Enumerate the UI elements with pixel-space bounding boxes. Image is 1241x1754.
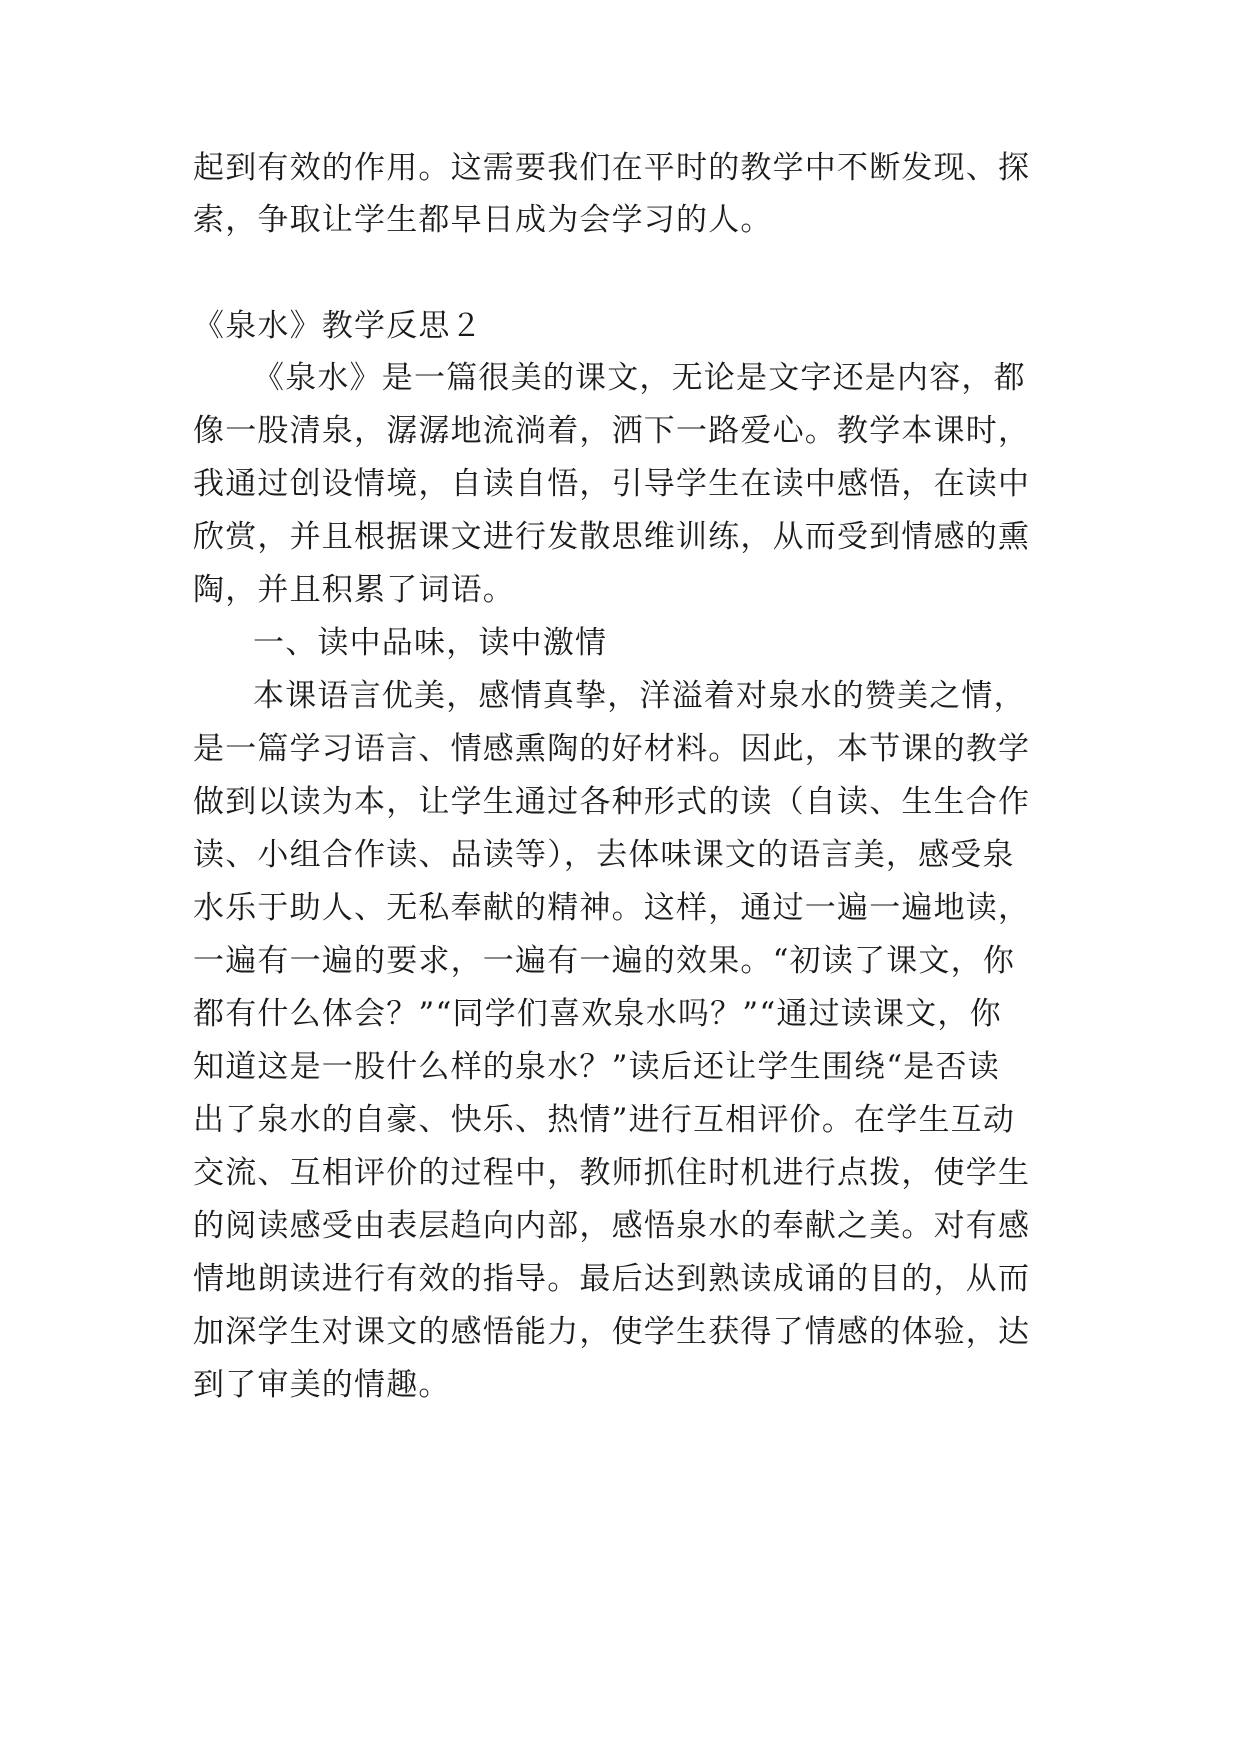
paragraph-line: 交流、互相评价的过程中，教师抓住时机进行点拨，使学生: [193, 1155, 1031, 1191]
intro-line: 起到有效的作用。这需要我们在平时的教学中不断发现、探: [193, 150, 1031, 186]
subheading: 一、读中品味，读中激情: [253, 625, 608, 661]
paragraph-line: 本课语言优美，感情真挚，洋溢着对泉水的赞美之情，: [253, 678, 1026, 714]
paragraph-line: 到了审美的情趣。: [193, 1367, 451, 1403]
paragraph-line: 的阅读感受由表层趋向内部，感悟泉水的奉献之美。对有感: [193, 1208, 1031, 1244]
paragraph-line: 《泉水》是一篇很美的课文，无论是文字还是内容，都: [253, 360, 1026, 396]
paragraph-line: 情地朗读进行有效的指导。最后达到熟读成诵的目的，从而: [193, 1261, 1031, 1297]
paragraph-line: 一遍有一遍的要求，一遍有一遍的效果。“初读了课文，你: [193, 943, 1016, 979]
paragraph-line: 是一篇学习语言、情感熏陶的好材料。因此，本节课的教学: [193, 731, 1031, 767]
paragraph-line: 读、小组合作读、品读等），去体味课文的语言美，感受泉: [193, 837, 1015, 873]
paragraph-line: 出了泉水的自豪、快乐、热情”进行互相评价。在学生互动: [193, 1102, 1016, 1138]
paragraph-line: 做到以读为本，让学生通过各种形式的读（自读、生生合作: [193, 784, 1031, 820]
paragraph-line: 陶，并且积累了词语。: [193, 572, 515, 608]
paragraph-line: 我通过创设情境，自读自悟，引导学生在读中感悟，在读中: [193, 466, 1031, 502]
intro-line: 索，争取让学生都早日成为会学习的人。: [193, 202, 773, 238]
section-title: 《泉水》教学反思２: [193, 308, 483, 344]
paragraph-line: 加深学生对课文的感悟能力，使学生获得了情感的体验，达: [193, 1314, 1031, 1350]
paragraph-line: 像一股清泉，潺潺地流淌着，洒下一路爱心。教学本课时，: [193, 413, 1031, 449]
paragraph-line: 知道这是一股什么样的泉水？”读后还让学生围绕“是否读: [193, 1049, 1000, 1085]
paragraph-line: 水乐于助人、无私奉献的精神。这样，通过一遍一遍地读，: [193, 890, 1031, 926]
paragraph-line: 欣赏，并且根据课文进行发散思维训练，从而受到情感的熏: [193, 519, 1031, 555]
paragraph-line: 都有什么体会？”“同学们喜欢泉水吗？”“通过读课文，你: [193, 996, 1002, 1032]
